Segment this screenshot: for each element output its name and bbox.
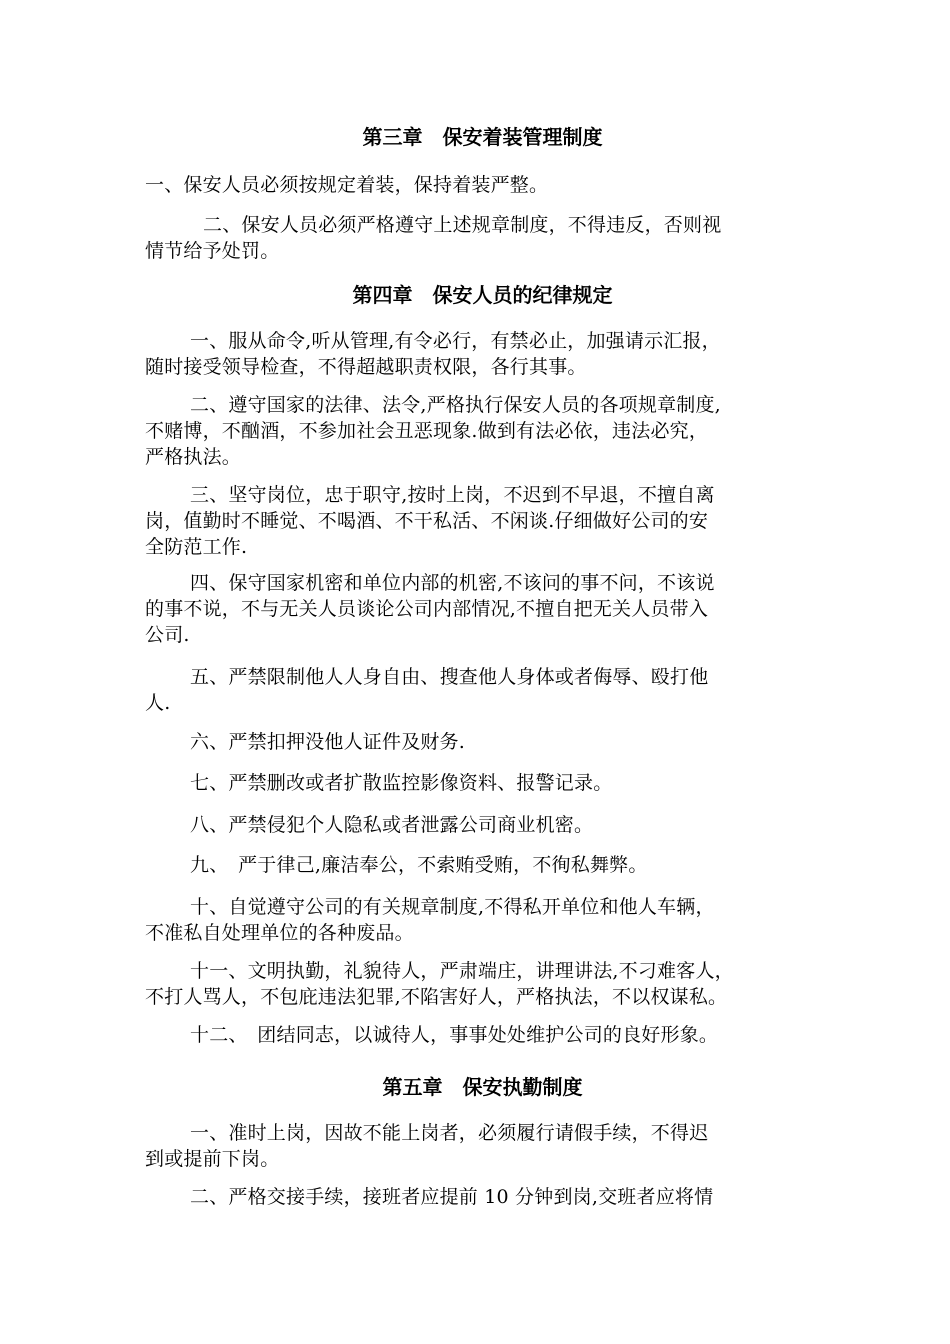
text-line: 人. [145, 692, 171, 714]
text-line: 情节给予处罚。 [145, 240, 280, 262]
chapter-5-paragraph-1 [145, 1120, 820, 1172]
chapter-3-title: 第三章 保安着装管理制度 [362, 125, 603, 149]
chapter-4-paragraph-5 [145, 664, 820, 716]
chapter-4-title: 第四章 保安人员的纪律规定 [352, 283, 613, 307]
chapter-4-paragraph-4 [145, 570, 820, 648]
chapter-4-paragraph-1 [145, 328, 820, 380]
chapter-4-paragraph-10 [145, 894, 820, 946]
chapter-4-paragraph-2 [145, 392, 820, 470]
chapter-4-paragraph-9 [145, 852, 820, 878]
text-line: 五、严禁限制他人人身自由、搜查他人身体或者侮辱、殴打他 [190, 666, 709, 688]
text-line: 公司. [145, 624, 190, 646]
text-line: 岗，值勤时不睡觉、不喝酒、不干私活、不闲谈.仔细做好公司的安 [145, 510, 709, 532]
chapter-3-paragraph-2 [145, 212, 820, 264]
text-line: 八、严禁侵犯个人隐私或者泄露公司商业机密。 [190, 814, 594, 836]
text-line: 七、严禁删改或者扩散监控影像资料、报警记录。 [190, 772, 613, 794]
chapter-4-paragraph-12 [145, 1022, 820, 1048]
chapter-4-paragraph-11 [145, 958, 820, 1010]
text-line: 二、保安人员必须严格遵守上述规章制度，不得违反，否则视 [203, 214, 722, 236]
chapter-4-paragraph-7 [145, 770, 820, 796]
text-line: 四、保守国家机密和单位内部的机密,不该问的事不问，不该说 [190, 572, 715, 594]
document-page [145, 0, 820, 1344]
text-line: 随时接受领导检查，不得超越职责权限，各行其事。 [145, 356, 587, 378]
text-line: 二、严格交接手续，接班者应提前 10 分钟到岗,交班者应将情 [190, 1186, 714, 1208]
text-line: 到或提前下岗。 [145, 1148, 280, 1170]
chapter-3-paragraph-1 [145, 172, 820, 198]
chapter-5-title: 第五章 保安执勤制度 [382, 1075, 583, 1099]
text-line: 不准私自处理单位的各种废品。 [145, 922, 414, 944]
chapter-5-paragraph-2 [145, 1184, 820, 1210]
text-line: 十、自觉遵守公司的有关规章制度,不得私开单位和他人车辆， [190, 896, 715, 918]
text-line: 三、坚守岗位，忠于职守,按时上岗，不迟到不早退，不擅自离 [190, 484, 715, 506]
text-line: 六、严禁扣押没他人证件及财务. [190, 731, 466, 753]
text-line: 一、保安人员必须按规定着装，保持着装严整。 [145, 174, 549, 196]
chapter-4-paragraph-3 [145, 482, 820, 560]
text-line: 的事不说，不与无关人员谈论公司内部情况,不擅自把无关人员带入 [145, 598, 709, 620]
text-line: 二、遵守国家的法律、法令,严格执行保安人员的各项规章制度, [190, 394, 721, 416]
text-line: 不打人骂人，不包庇违法犯罪,不陷害好人，严格执法，不以权谋私。 [145, 986, 728, 1008]
chapter-4-paragraph-8 [145, 812, 820, 838]
text-line: 十一、文明执勤，礼貌待人，严肃端庄，讲理讲法,不刁难客人， [190, 960, 734, 982]
text-line: 不赌博，不酗酒，不参加社会丑恶现象.做到有法必依，违法必究， [145, 420, 709, 442]
text-line: 一、准时上岗，因故不能上岗者，必须履行请假手续，不得迟 [190, 1122, 709, 1144]
text-line: 十二、 团结同志，以诚待人，事事处处维护公司的良好形象。 [190, 1024, 719, 1046]
text-line: 九、 严于律己,廉洁奉公，不索贿受贿，不徇私舞弊。 [190, 854, 648, 876]
chapter-4-paragraph-6 [145, 729, 820, 755]
text-line: 全防范工作. [145, 536, 248, 558]
text-line: 一、服从命令,听从管理,有令必行，有禁必止，加强请示汇报， [190, 330, 721, 352]
text-line: 严格执法。 [145, 446, 242, 468]
